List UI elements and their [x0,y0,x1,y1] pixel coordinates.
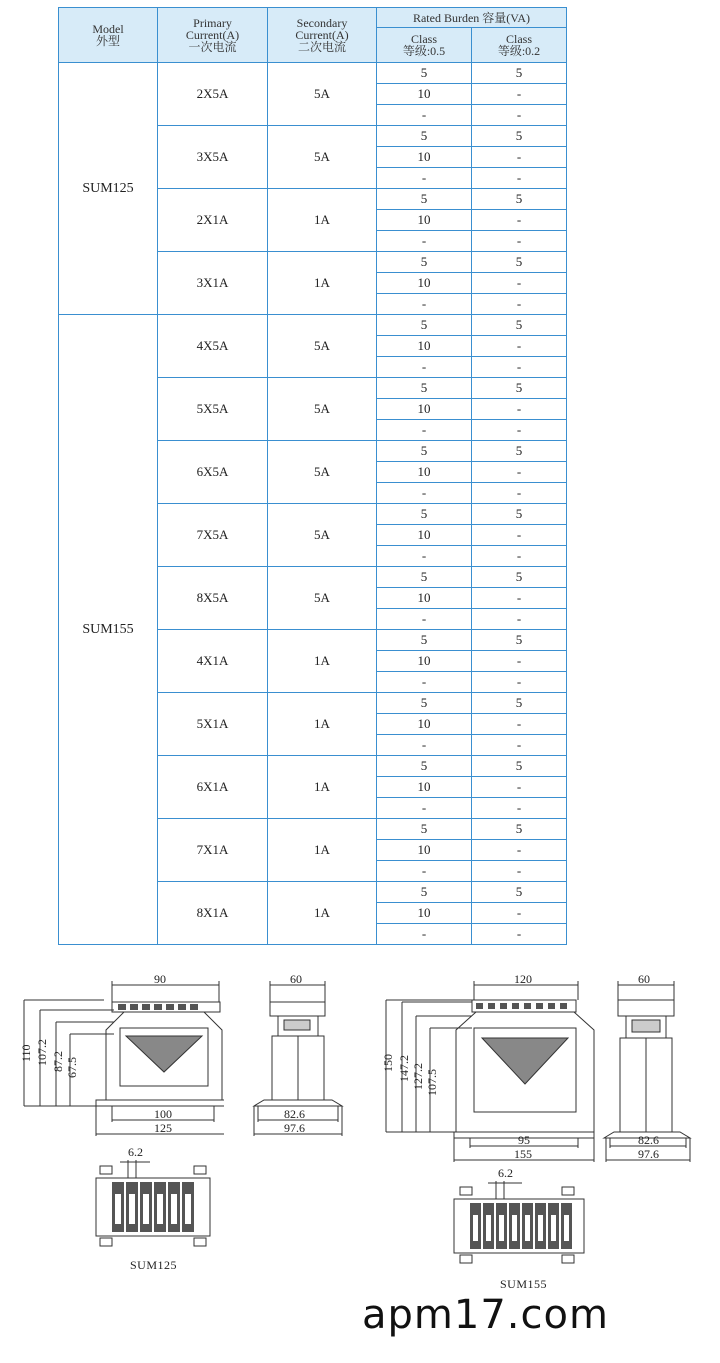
burden-class-02-cell: - [472,525,567,546]
secondary-current-cell: 5A [268,126,377,189]
secondary-current-cell: 1A [268,756,377,819]
burden-class-02-cell: - [472,357,567,378]
burden-class-05-cell: 5 [377,882,472,903]
burden-class-02-cell: - [472,399,567,420]
burden-class-02-cell: 5 [472,504,567,525]
burden-class-05-cell: 10 [377,462,472,483]
burden-class-02-cell: 5 [472,252,567,273]
burden-class-05-cell: - [377,105,472,126]
burden-class-05-cell: 5 [377,63,472,84]
burden-class-05-cell: 5 [377,693,472,714]
dim-h3: 87.2 [51,1051,65,1072]
header-primary: Primary Current(A) 一次电流 [158,8,268,63]
burden-class-05-cell: - [377,609,472,630]
burden-class-02-cell: - [472,210,567,231]
table-row [59,315,567,336]
sum125-caption: SUM125 [130,1258,178,1272]
primary-current-cell: 2X5A [158,63,268,126]
primary-current-cell: 7X5A [158,504,268,567]
website-watermark: apm17.com [362,1292,609,1338]
header-class-05: Class 等级:0.5 [377,28,472,63]
dim-pitch: 6.2 [498,1166,513,1180]
dim-b1: 95 [518,1133,530,1147]
burden-class-02-cell: - [472,903,567,924]
burden-class-05-cell: 5 [377,441,472,462]
dim-b2: 125 [154,1121,172,1135]
burden-class-02-cell: - [472,231,567,252]
burden-class-02-cell: - [472,798,567,819]
burden-class-05-cell: - [377,924,472,945]
primary-current-cell: 6X5A [158,441,268,504]
burden-class-02-cell: 5 [472,441,567,462]
dim-b1: 82.6 [638,1133,659,1147]
dim-h4: 107.5 [425,1069,439,1096]
model-cell: SUM155 [59,315,158,945]
burden-class-05-cell: 5 [377,819,472,840]
dim-b2: 155 [514,1147,532,1161]
secondary-current-cell: 5A [268,63,377,126]
secondary-current-cell: 5A [268,567,377,630]
secondary-current-cell: 5A [268,378,377,441]
sum155-side-drawing [602,972,702,1167]
dim-top: 90 [154,972,166,986]
burden-class-02-cell: - [472,588,567,609]
secondary-current-cell: 1A [268,819,377,882]
burden-class-05-cell: 5 [377,756,472,777]
primary-current-cell: 4X5A [158,315,268,378]
burden-class-02-cell: - [472,609,567,630]
burden-class-05-cell: 10 [377,525,472,546]
primary-current-cell: 2X1A [158,189,268,252]
burden-class-02-cell: 5 [472,819,567,840]
burden-class-05-cell: - [377,231,472,252]
sum125-front-drawing [14,972,224,1147]
burden-class-02-cell: - [472,546,567,567]
primary-current-cell: 5X1A [158,693,268,756]
burden-class-02-cell: - [472,105,567,126]
burden-class-02-cell: 5 [472,693,567,714]
model-cell: SUM125 [59,63,158,315]
header-class-02: Class 等级:0.2 [472,28,567,63]
dim-b1: 100 [154,1107,172,1121]
burden-class-02-cell: 5 [472,63,567,84]
burden-class-02-cell: - [472,420,567,441]
table-row [59,63,567,84]
burden-class-05-cell: 10 [377,903,472,924]
burden-class-05-cell: 10 [377,399,472,420]
burden-class-02-cell: - [472,84,567,105]
burden-class-05-cell: - [377,483,472,504]
burden-class-02-cell: - [472,462,567,483]
secondary-current-cell: 5A [268,315,377,378]
burden-class-05-cell: 10 [377,651,472,672]
burden-class-05-cell: 10 [377,777,472,798]
burden-class-05-cell: 5 [377,252,472,273]
burden-class-02-cell: 5 [472,189,567,210]
burden-class-02-cell: 5 [472,126,567,147]
secondary-current-cell: 1A [268,252,377,315]
sum155-caption: SUM155 [500,1277,548,1291]
burden-class-05-cell: 10 [377,588,472,609]
burden-class-05-cell: 5 [377,567,472,588]
burden-class-02-cell: 5 [472,378,567,399]
burden-class-02-cell: 5 [472,315,567,336]
burden-class-05-cell: 10 [377,210,472,231]
header-rated-burden: Rated Burden 容量(VA) [377,8,567,28]
dim-b2: 97.6 [284,1121,305,1135]
burden-class-02-cell: - [472,735,567,756]
burden-class-05-cell: 10 [377,273,472,294]
sum155-bottom-drawing [448,1163,598,1278]
burden-class-02-cell: 5 [472,882,567,903]
burden-class-05-cell: - [377,294,472,315]
primary-current-cell: 6X1A [158,756,268,819]
secondary-current-cell: 1A [268,189,377,252]
burden-class-02-cell: 5 [472,567,567,588]
sum125-bottom-drawing [90,1142,230,1262]
dim-h2: 107.2 [35,1039,49,1066]
burden-class-02-cell: - [472,273,567,294]
sum125-side-drawing [250,972,350,1147]
burden-class-05-cell: 10 [377,714,472,735]
secondary-current-cell: 5A [268,441,377,504]
burden-class-05-cell: 10 [377,336,472,357]
secondary-current-cell: 1A [268,693,377,756]
burden-class-05-cell: 10 [377,840,472,861]
burden-class-05-cell: 5 [377,126,472,147]
primary-current-cell: 4X1A [158,630,268,693]
primary-current-cell: 8X1A [158,882,268,945]
burden-class-05-cell: - [377,861,472,882]
burden-class-05-cell: 5 [377,315,472,336]
dim-pitch: 6.2 [128,1145,143,1159]
primary-current-cell: 8X5A [158,567,268,630]
burden-class-05-cell: 5 [377,504,472,525]
burden-class-05-cell: - [377,672,472,693]
dim-h4: 67.5 [65,1057,79,1078]
burden-class-02-cell: - [472,147,567,168]
burden-class-02-cell: - [472,483,567,504]
burden-class-05-cell: - [377,168,472,189]
burden-class-02-cell: - [472,840,567,861]
burden-class-02-cell: - [472,336,567,357]
burden-class-02-cell: - [472,651,567,672]
primary-current-cell: 7X1A [158,819,268,882]
burden-class-05-cell: - [377,735,472,756]
burden-class-05-cell: - [377,420,472,441]
dim-h1: 150 [381,1054,395,1072]
sum155-front-drawing [378,972,608,1167]
secondary-current-cell: 1A [268,882,377,945]
header-secondary: Secondary Current(A) 二次电流 [268,8,377,63]
burden-class-05-cell: - [377,798,472,819]
burden-class-02-cell: - [472,714,567,735]
burden-class-02-cell: - [472,777,567,798]
burden-class-05-cell: 10 [377,147,472,168]
dim-top: 60 [638,972,650,986]
burden-class-02-cell: - [472,168,567,189]
burden-class-02-cell: - [472,861,567,882]
burden-class-05-cell: - [377,357,472,378]
dim-h3: 127.2 [411,1063,425,1090]
secondary-current-cell: 1A [268,630,377,693]
burden-class-05-cell: 10 [377,84,472,105]
burden-class-05-cell: 5 [377,378,472,399]
spec-table [58,7,567,945]
primary-current-cell: 3X1A [158,252,268,315]
dim-h1: 110 [19,1044,33,1062]
burden-class-02-cell: - [472,294,567,315]
burden-class-02-cell: - [472,924,567,945]
dim-h2: 147.2 [397,1055,411,1082]
burden-class-02-cell: 5 [472,756,567,777]
primary-current-cell: 3X5A [158,126,268,189]
burden-class-05-cell: 5 [377,630,472,651]
dim-top: 120 [514,972,532,986]
burden-class-05-cell: - [377,546,472,567]
header-model: Model 外型 [59,8,158,63]
dim-top: 60 [290,972,302,986]
burden-class-05-cell: 5 [377,189,472,210]
burden-class-02-cell: - [472,672,567,693]
secondary-current-cell: 5A [268,504,377,567]
dim-b1: 82.6 [284,1107,305,1121]
primary-current-cell: 5X5A [158,378,268,441]
burden-class-02-cell: 5 [472,630,567,651]
dim-b2: 97.6 [638,1147,659,1161]
